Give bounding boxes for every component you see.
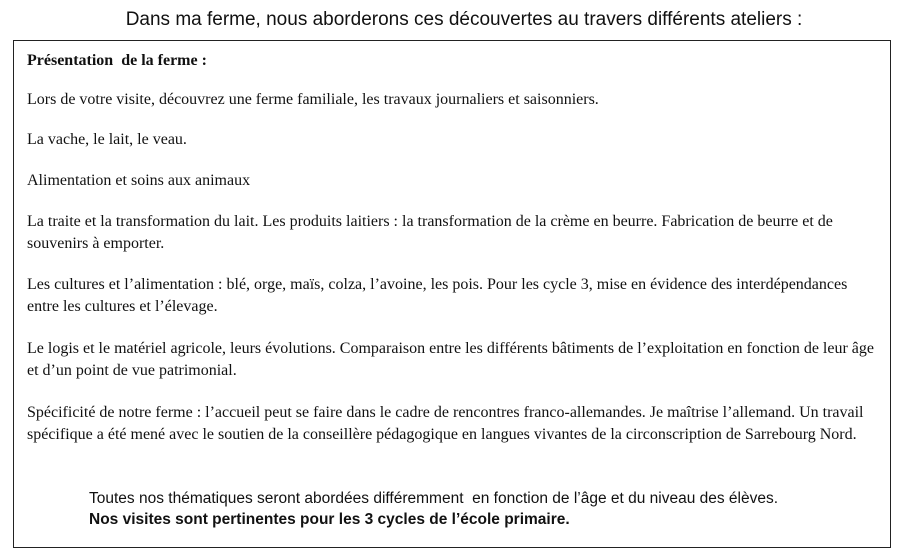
footer-note: [89, 488, 879, 530]
paragraph-milking: La traite et la transformation du lait. Les produits laitiers : la transformation de la crème en beurre. Fabrication de beurre et de souvenirs à emporter.: [27, 213, 833, 252]
footer-cycles-line: Nos visites sont pertinentes pour les 3 cycles de l’école primaire.: [89, 511, 570, 528]
paragraph-crops: Les cultures et l’alimentation : blé, orge, maïs, colza, l’avoine, les pois. Pour les cycle 3, mise en évidence des interdépendances entre les cultures et l’élevage.: [27, 276, 848, 315]
paragraph-visit: Lors de votre visite, découvrez une ferme familiale, les travaux journaliers et saisonniers.: [27, 91, 599, 108]
section-title: Présentation de la ferme :: [27, 52, 207, 69]
paragraph-feeding: Alimentation et soins aux animaux: [27, 172, 251, 189]
paragraph-specificity: Spécificité de notre ferme : l’accueil peut se faire dans le cadre de rencontres franco-allemandes. Je maîtrise l’allemand. Un travail spécifique a été mené avec le soutien de la conseillère pédagogique en langues vivantes de la circonscription de Sarrebourg Nord.: [27, 404, 864, 443]
footer-themes-line: Toutes nos thématiques seront abordées différemment en fonction de l’âge et du niveau des élèves.: [89, 490, 779, 507]
paragraph-cow: La vache, le lait, le veau.: [27, 131, 187, 148]
page-heading: Dans ma ferme, nous aborderons ces découvertes au travers différents ateliers :: [125, 9, 803, 30]
content-box: [13, 40, 891, 548]
paragraph-buildings: Le logis et le matériel agricole, leurs évolutions. Comparaison entre les différents bâtiments de l’exploitation en fonction de leur âge et d’un point de vue patrimonial.: [27, 340, 874, 379]
